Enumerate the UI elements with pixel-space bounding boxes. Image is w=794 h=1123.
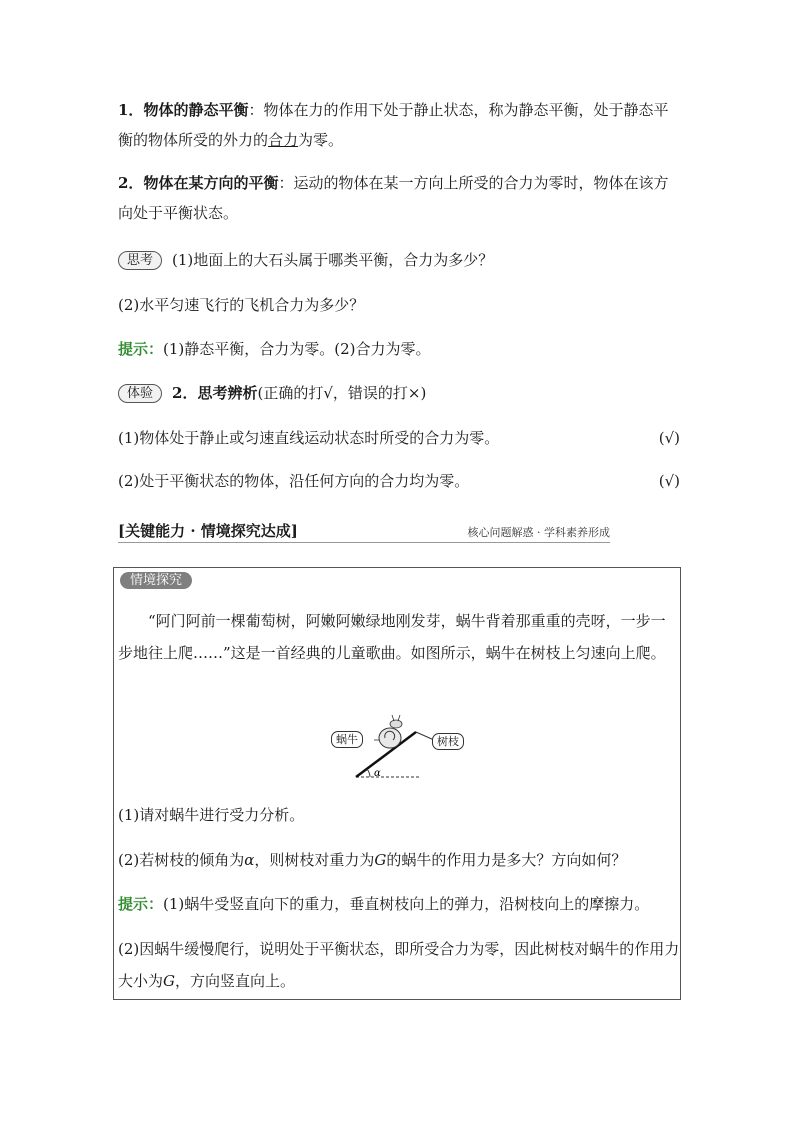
tip-text: (1)静态平衡，合力为零。(2)合力为零。 <box>163 340 431 358</box>
gravity-symbol: G <box>163 972 175 990</box>
tip-label: 提示： <box>118 895 164 913</box>
tip-label: 提示： <box>118 340 164 358</box>
scenario-tag: 情境探究 <box>120 572 192 589</box>
question-part: (2)若树枝的倾角为 <box>118 851 245 869</box>
question-part: ，则树枝对重力为 <box>254 851 375 869</box>
term-static-balance: 物体的静态平衡 <box>143 101 249 119</box>
question-part: 的蜗牛的作用力是多大？方向如何？ <box>386 851 627 869</box>
item-static-balance <box>118 95 680 155</box>
answer-mark: (√) <box>658 472 680 490</box>
statement-text: (2)处于平衡状态的物体，沿任何方向的合力均为零。 <box>118 472 470 490</box>
think-question-2 <box>118 290 680 320</box>
statement-2 <box>118 466 680 496</box>
term-directional-balance: 物体在某方向的平衡 <box>143 174 279 192</box>
think-tag: 思考 <box>118 251 162 270</box>
scenario-question-2 <box>118 845 680 875</box>
scenario-tip-2 <box>118 933 680 997</box>
definition-end: 为零。 <box>298 131 344 149</box>
section-subtitle: 核心问题解惑 · 学科素养形成 <box>467 526 610 539</box>
angle-symbol: α <box>244 851 255 869</box>
tip-text: ，方向竖直向上。 <box>175 972 296 990</box>
scenario-question-1: (1)请对蜗牛进行受力分析。 <box>118 806 305 824</box>
experience-note: (正确的打√，错误的打×) <box>257 384 427 402</box>
item-number: 2． <box>118 174 144 192</box>
section-header <box>118 518 610 543</box>
angle-label: α <box>374 768 381 779</box>
section-title: [关键能力 · 情境探究达成] <box>118 522 298 540</box>
definition-text: ：运动的物体在某一方向上所受的合力为零时，物体在该方向处于平衡状态。 <box>118 174 669 222</box>
experience-heading <box>118 378 680 408</box>
scenario-intro: “阿门阿前一棵葡萄树，阿嫩阿嫩绿地刚发芽，蜗牛背着那重重的壳呀，一步一步地往上爬……”这是一首经典的儿童歌曲。如图所示，蜗牛在树枝上匀速向上爬。 <box>118 612 666 662</box>
snail-label: 蜗牛 <box>331 731 363 748</box>
experience-tag: 体验 <box>118 384 162 403</box>
scenario-tip-1 <box>118 889 680 919</box>
item-number: 1． <box>118 101 144 119</box>
answer-mark: (√) <box>658 429 680 447</box>
think-tip <box>118 334 680 364</box>
question-text: (2)水平匀速飞行的飞机合力为多少？ <box>118 296 365 314</box>
tip-text: (2)因蜗牛缓慢爬行，说明处于平衡状态，即所受合力为零，因此树枝对蜗牛的作用力大小为 <box>118 940 680 990</box>
branch-label: 树枝 <box>432 733 464 750</box>
question-text: (1)地面上的大石头属于哪类平衡，合力为多少？ <box>172 251 494 269</box>
statement-text: (1)物体处于静止或匀速直线运动状态时所受的合力为零。 <box>118 429 500 447</box>
statement-1 <box>118 423 680 453</box>
item-directional-balance <box>118 168 680 228</box>
experience-title: 2．思考辨析 <box>172 384 258 402</box>
think-question-1 <box>118 245 680 275</box>
snail-head-icon <box>390 720 402 728</box>
gravity-symbol: G <box>374 851 387 869</box>
tip-text: (1)蜗牛受竖直向下的重力，垂直树枝向上的弹力，沿树枝向上的摩擦力。 <box>163 895 650 913</box>
angle-arc <box>367 769 370 777</box>
snail-figure <box>330 710 470 782</box>
underlined-term: 合力 <box>268 131 299 149</box>
definition-text: ：物体在力的作用下处于静止状态，称为静态平衡，处于静态平衡的物体所受的外力的 <box>118 101 669 149</box>
